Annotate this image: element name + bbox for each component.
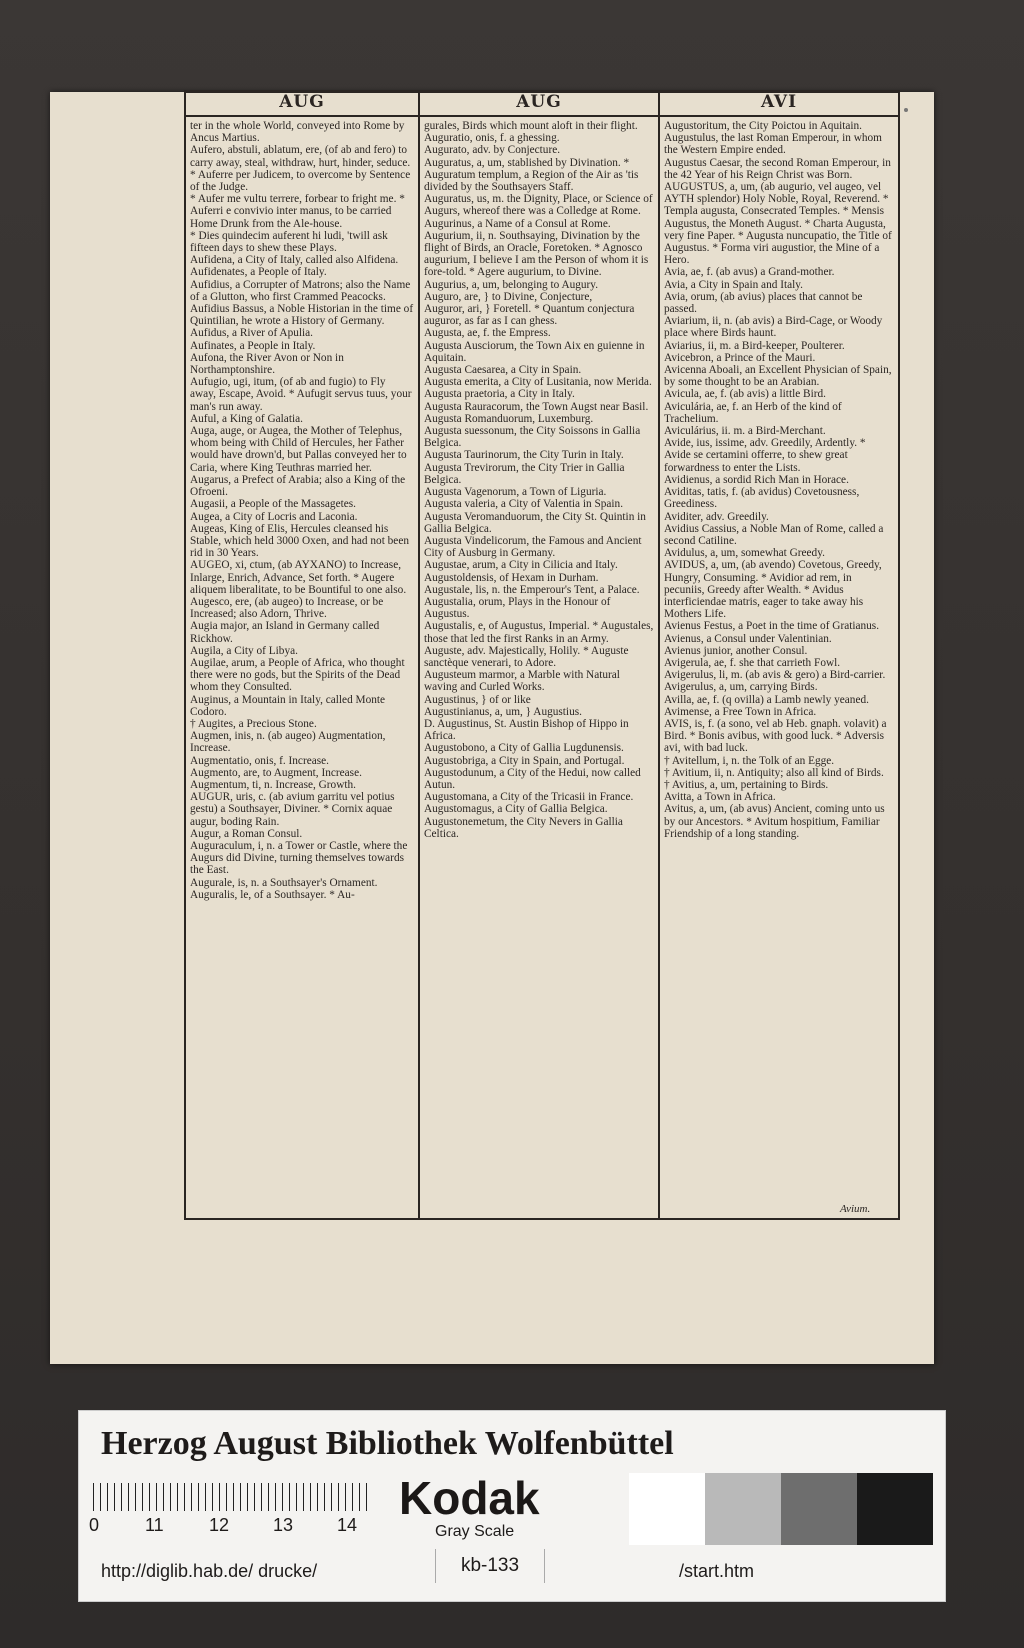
dictionary-entry: * Aufer me vultu terrere, forbear to fright me. * Auferri e convivio inter manus, to be carried Home Drunk from the Ale-house. — [190, 193, 405, 230]
dictionary-entry: Auguratio, onis, f. a ghessing. — [424, 132, 560, 145]
dictionary-entry: Augur, a Roman Consul. — [190, 827, 303, 840]
ruler-label: 11 — [145, 1515, 164, 1535]
dictionary-entry: Aufidus, a River of Apulia. — [190, 327, 313, 340]
dictionary-entry: Augustobono, a City of Gallia Lugdunensis. — [424, 742, 624, 755]
dictionary-entry: Aufinates, a People in Italy. — [190, 339, 316, 352]
dictionary-entry: Avia, a City in Spain and Italy. — [664, 278, 803, 291]
dictionary-entry: Augilae, arum, a People of Africa, who thought there were no gods, but the Spirits of the Dead whom they Consulted. — [190, 656, 405, 694]
dictionary-entry: Aviditas, tatis, f. (ab avidus) Covetousness, Greediness. — [664, 486, 860, 511]
header-left: AUG — [279, 92, 325, 112]
catchword: Avium. — [840, 1203, 871, 1215]
dictionary-entry: Augusta Ausciorum, the Town Aix en guienne in Aquitain. — [424, 339, 645, 364]
dictionary-entry: Auguror, ari, } Foretell. * Quantum conjectura auguror, as far as I can ghess. — [424, 303, 635, 328]
gray-scale-label: Gray Scale — [435, 1523, 515, 1540]
dictionary-entry: Augila, a City of Libya. — [190, 644, 298, 657]
dictionary-entry: Avidienus, a sordid Rich Man in Horace. — [664, 473, 849, 486]
dictionary-entry: Augusta praetoria, a City in Italy. — [424, 388, 575, 401]
dictionary-entry: Augarus, a Prefect of Arabia; also a King of the Ofroeni. — [190, 473, 406, 499]
dictionary-entry: gurales, Birds which mount aloft in their flight. — [424, 120, 638, 132]
dictionary-entry: Augeas, King of Elis, Hercules cleansed his Stable, which held 3000 Oxen, and had not been rid in 30 Years. — [190, 522, 409, 560]
dictionary-entry: Augustalis, e, of Augustus, Imperial. * Augustales, those that led the first Ranks in an Army. — [424, 620, 654, 645]
dictionary-entry: Augustoldensis, of Hexam in Durham. — [424, 571, 599, 584]
dictionary-entry: Augustinus, } of or like — [424, 693, 531, 706]
dictionary-entry: Augusta suessonum, the City Soissons in Gallia Belgica. — [424, 425, 641, 450]
gray-swatches — [629, 1473, 934, 1545]
dictionary-entry: Avilla, ae, f. (q ovilla) a Lamb newly yeaned. — [664, 693, 869, 706]
dictionary-entry: AVIS, is, f. (a sono, vel ab Heb. gnaph. volavit) a Bird. * Bonis avibus, with good luck. * Adversis avi, with bad luck. — [664, 717, 887, 755]
dictionary-entry: Avia, ae, f. (ab avus) a Grand-mother. — [664, 266, 835, 279]
column-3 — [664, 120, 894, 1216]
column-divider-1 — [418, 90, 420, 1220]
dictionary-entry: AUGUSTUS, a, um, (ab augurio, vel augeo, vel AYTH splendor) Holy Noble, Royal, Reverend. * Templa augusta, Consecrated Temples. * Mensis Augustus, the Moneth August. * Charta Augusta, very fine Paper. * Augusta nuncupatio, the Title of Augustus. * Forma viri augustior, the Mine of a Hero. — [664, 181, 892, 267]
dictionary-entry: AUGEO, xi, ctum, (ab AYXANO) to Increase, Inlarge, Enrich, Advance, Set forth. * Augere aliquem liberalitate, to be Bountiful to one also. — [190, 559, 407, 596]
ruler-labels — [89, 1515, 389, 1535]
dictionary-entry: Aviarium, ii, n. (ab avis) a Bird-Cage, or Woody place where Birds haunt. — [664, 315, 883, 340]
dictionary-entry: Augasii, a People of the Massagetes. — [190, 498, 356, 511]
dictionary-entry: Augmentum, ti, n. Increase, Growth. — [190, 778, 356, 791]
dictionary-entry: Aufidius Bassus, a Noble Historian in the time of Quintilian, he wrote a History of Germany. — [190, 303, 414, 328]
dictionary-entry: Avitus, a, um, (ab avus) Ancient, coming unto us by our Ancestors. * Avitum hospitium, Familiar Friendship of a long standing. — [664, 803, 885, 840]
dictionary-entry: AVIDUS, a, um, (ab avendo) Covetous, Greedy, Hungry, Consuming. * Avidior ad rem, in pecuniis, Greedy after Wealth. * Avidus interficiendae matris, eager to take away his Mothers Life. — [664, 559, 882, 621]
dictionary-entry: Avicenna Aboali, an Excellent Physician of Spain, by some thought to be an Arabian. — [664, 364, 892, 389]
ruler — [93, 1483, 373, 1511]
dictionary-entry: † Augites, a Precious Stone. — [190, 717, 317, 730]
dictionary-entry: Augurius, a, um, belonging to Augury. — [424, 278, 599, 291]
dictionary-entry: Avigerula, ae, f. she that carrieth Fowl. — [664, 656, 841, 669]
dictionary-entry: Auguralis, le, of a Southsayer. * Au- — [190, 888, 355, 901]
dictionary-entry: Augustalia, orum, Plays in the Honour of Augustus. — [424, 595, 611, 621]
dictionary-entry: Augustomagus, a City of Gallia Belgica. — [424, 803, 608, 816]
dictionary-entry: Augusta Rauracorum, the Town Augst near Basil. — [424, 400, 649, 413]
header-rule — [184, 115, 900, 117]
dictionary-entry: Augusta, ae, f. the Empress. — [424, 327, 551, 340]
dictionary-entry: Aufugio, ugi, itum, (of ab and fugio) to Fly away, Escape, Avoid. * Aufugit servus tuus, your man's run away. — [190, 376, 412, 413]
dictionary-entry: Augusta Taurinorum, the City Turin in Italy. — [424, 449, 624, 462]
kodak-logo: Kodak — [399, 1472, 540, 1524]
dictionary-entry: † Avitium, ii, n. Antiquity; also all kind of Birds. — [664, 766, 884, 779]
dictionary-entry: Augmento, are, to Augment, Increase. — [190, 766, 362, 779]
dictionary-entry: Avienus, a Consul under Valentinian. — [664, 632, 832, 645]
column-2 — [424, 120, 654, 1216]
right-border — [898, 90, 900, 1220]
dictionary-entry: AUGUR, uris, c. (ab avium garritu vel potius gestu) a Southsayer, Diviner. * Cornix aquae augur, boding Rain. — [190, 791, 395, 828]
dictionary-entry: Avienus Festus, a Poet in the time of Gratianus. — [664, 620, 880, 633]
ruler-label: 13 — [273, 1515, 294, 1535]
ruler-label: 0 — [89, 1515, 100, 1535]
dictionary-entry: Avimense, a Free Town in Africa. — [664, 705, 817, 718]
dictionary-entry: Avicebron, a Prince of the Mauri. — [664, 351, 816, 364]
dictionary-entry: Aufona, the River Avon or Non in Northamptonshire. — [190, 351, 344, 377]
dictionary-entry: Auga, auge, or Augea, the Mother of Telephus, whom being with Child of Hercules, her Father would have drown'd, but Pallas conveyed her to Caria, where King Teuthras married her. — [190, 425, 407, 474]
dictionary-entry: Avidulus, a, um, somewhat Greedy. — [664, 547, 825, 560]
dictionary-entry: Augesco, ere, (ab augeo) to Increase, or be Increased; also Adorn, Thrive. — [190, 595, 384, 621]
dictionary-entry: Auginus, a Mountain in Italy, called Monte Codoro. — [190, 693, 386, 718]
dictionary-entry: Augustae, arum, a City in Cilicia and Italy. — [424, 559, 618, 572]
ruler-label: 14 — [337, 1515, 358, 1535]
dictionary-entry: Augurium, ii, n. Southsaying, Divination by the flight of Birds, an Oracle, Foretoken. * Agnosco augurium, I believe I am the Person of whom it is fore-told. * Agere augurium, to Divine. — [424, 229, 649, 279]
dictionary-entry: Auguro, are, } to Divine, Conjecture, — [424, 290, 593, 303]
dictionary-entry: Augustodunum, a City of the Hedui, now called Autun. — [424, 766, 641, 791]
dictionary-entry: Avienus junior, another Consul. — [664, 644, 808, 657]
dictionary-entry: Aufero, abstuli, ablatum, ere, (of ab and fero) to carry away, steal, withdraw, hurt, hinder, seduce. — [190, 144, 411, 169]
dictionary-entry: Augusta valeria, a City of Valentia in Spain. — [424, 498, 624, 511]
dictionary-entry: Augmen, inis, n. (ab augeo) Augmentation, Increase. — [190, 730, 386, 755]
dictionary-entry: Auguratus, a, um, stablished by Divination. * Auguratum templum, a Region of the Air as 'tis divided by the Southsayers Staff. — [424, 156, 639, 194]
card-id: kb-133 — [435, 1549, 545, 1583]
dictionary-entry: Augea, a City of Locris and Laconia. — [190, 510, 358, 523]
dictionary-entry: ter in the whole World, conveyed into Rome by Ancus Martius. — [190, 120, 405, 145]
dictionary-entry: Auguraculum, i, n. a Tower or Castle, where the Augurs did Divine, turning themselves towards the East. — [190, 839, 408, 877]
dictionary-entry: Augustulus, the last Roman Emperour, in whom the Western Empire ended. — [664, 132, 882, 157]
dictionary-entry: Augusta Trevirorum, the City Trier in Gallia Belgica. — [424, 461, 625, 486]
swatch-light-gray — [705, 1473, 781, 1545]
dictionary-entry: Augia major, an Island in Germany called Rickhow. — [190, 620, 380, 645]
kodak-card — [78, 1410, 946, 1602]
dictionary-entry: Avicula, ae, f. (ab avis) a little Bird. — [664, 388, 826, 401]
dictionary-entry: Augurato, adv. by Conjecture. — [424, 144, 561, 157]
dictionary-entry: Avidius Cassius, a Noble Man of Rome, called a second Catiline. — [664, 522, 884, 547]
dictionary-entry: Augmentatio, onis, f. Increase. — [190, 754, 329, 767]
ruler-label: 12 — [209, 1515, 230, 1535]
dictionary-entry: Augusta Vindelicorum, the Famous and Ancient City of Ausburg in Germany. — [424, 534, 642, 560]
card-start: /start.htm — [679, 1561, 755, 1581]
dictionary-entry: Aviarius, ii, m. a Bird-keeper, Poulterer. — [664, 339, 845, 352]
dictionary-entry: Augusta Caesarea, a City in Spain. — [424, 364, 582, 377]
dictionary-entry: Avitta, a Town in Africa. — [664, 791, 776, 804]
speck — [904, 108, 908, 112]
left-border — [184, 90, 186, 1220]
dictionary-entry: Aviditer, adv. Greedily. — [664, 510, 769, 523]
card-url: http://diglib.hab.de/ drucke/ — [101, 1561, 318, 1581]
dictionary-entry: Aufidena, a City of Italy, called also Alfidena. — [190, 254, 399, 267]
dictionary-entry: Augustoritum, the City Poictou in Aquitain. — [664, 120, 863, 132]
dictionary-entry: Augustomana, a City of the Tricasii in France. — [424, 791, 634, 804]
dictionary-entry: * Dies quindecim auferent hi ludi, 'twill ask fifteen days to shew these Plays. — [190, 229, 388, 255]
dictionary-entry: Augustobriga, a City in Spain, and Portugal. — [424, 754, 625, 767]
dictionary-entry: Augurinus, a Name of a Consul at Rome. — [424, 217, 611, 230]
dictionary-entry: Avigerulus, li, m. (ab avis & gero) a Bird-carrier. — [664, 669, 886, 682]
dictionary-entry: Avigerulus, a, um, carrying Birds. — [664, 681, 818, 694]
dictionary-entry: Augustonemetum, the City Nevers in Gallia Celtica. — [424, 815, 623, 840]
dictionary-entry: Augusteum marmor, a Marble with Natural waving and Curled Works. — [424, 669, 620, 694]
dictionary-entry: Augusta emerita, a City of Lusitania, now Merida. — [424, 376, 652, 389]
dictionary-entry: D. Augustinus, St. Austin Bishop of Hippo in Africa. — [424, 717, 629, 743]
dictionary-entry: Auful, a King of Galatia. — [190, 412, 303, 425]
dictionary-entry: Augusta Romanduorum, Luxemburg. — [424, 412, 594, 425]
swatch-dark-gray — [781, 1473, 857, 1545]
dictionary-entry: Auguratus, us, m. the Dignity, Place, or Science of Augurs, whereof there was a Colledge at Rome. — [424, 193, 653, 218]
dictionary-entry: Augustus Caesar, the second Roman Emperour, in the 42 Year of his Reign Christ was Born. — [664, 156, 891, 181]
header-right: AVI — [760, 92, 798, 112]
dictionary-entry: Augurale, is, n. a Southsayer's Ornament. — [190, 876, 378, 889]
dictionary-entry: Augusta Veromanduorum, the City St. Quintin in Gallia Belgica. — [424, 510, 646, 535]
dictionary-entry: Aviculária, ae, f. an Herb of the kind of Trachelium. — [664, 400, 842, 425]
column-1 — [190, 120, 414, 1216]
library-title: Herzog August Bibliothek Wolfenbüttel — [101, 1425, 674, 1462]
dictionary-entry: Aviculárius, ii. m. a Bird-Merchant. — [664, 425, 826, 438]
dictionary-entry: Aufidius, a Corrupter of Matrons; also the Name of a Glutton, who first Crammed Peacocks. — [190, 278, 411, 303]
dictionary-entry: Augustale, lis, n. the Emperour's Tent, a Palace. — [424, 583, 640, 596]
dictionary-entry: † Avitius, a, um, pertaining to Birds. — [664, 778, 829, 791]
dictionary-entry: Aufidenates, a People of Italy. — [190, 266, 327, 279]
dictionary-entry: Avide, ius, issime, adv. Greedily, Ardently. * Avide se certamini offerre, to shew great forwardness to enter the Lists. — [664, 437, 866, 474]
dictionary-entry: Auguste, adv. Majestically, Holily. * Auguste sanctèque venerari, to Adore. — [424, 644, 629, 669]
dictionary-entry: Augustinianus, a, um, } Augustius. — [424, 705, 582, 718]
swatch-black — [857, 1473, 933, 1545]
dictionary-entry: † Avitellum, i, n. the Tolk of an Egge. — [664, 754, 835, 767]
dictionary-entry: * Auferre per Judicem, to overcome by Sentence of the Judge. — [190, 168, 411, 194]
dictionary-entry: Augusta Vagenorum, a Town of Liguria. — [424, 486, 607, 499]
bottom-rule — [184, 1218, 900, 1220]
header-center: AUG — [516, 92, 562, 112]
dictionary-entry: Avia, orum, (ab avius) places that cannot be passed. — [664, 290, 863, 316]
column-divider-2 — [658, 90, 660, 1220]
swatch-white — [629, 1473, 705, 1545]
